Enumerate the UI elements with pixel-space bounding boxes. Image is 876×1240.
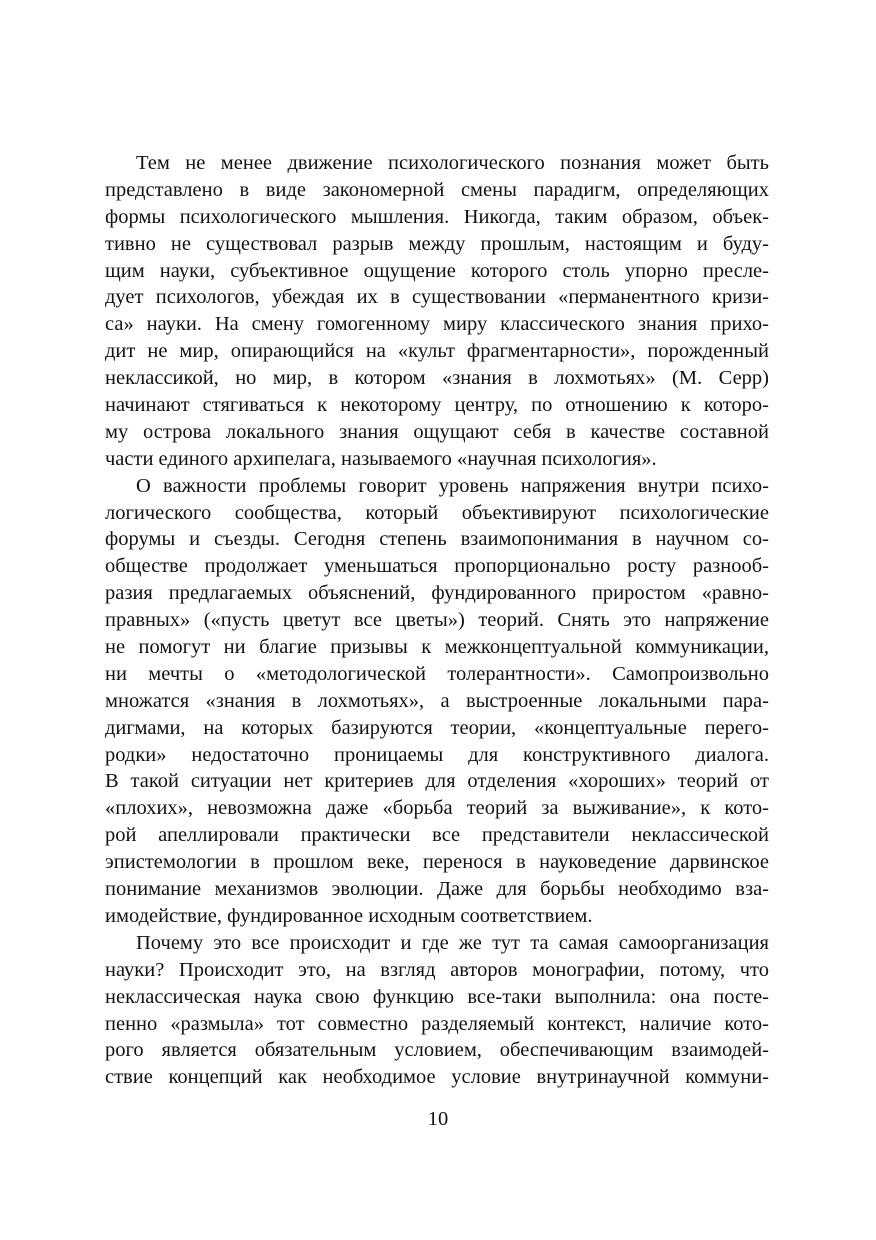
- text-line: В такой ситуации нет критериев для отделения «хороших» теорий от: [105, 770, 769, 793]
- text-line: ни мечты о «методологической толерантности». Самопроизвольно: [105, 662, 769, 685]
- text-line: не помогут ни благие призывы к межконцептуальной коммуникации,: [105, 636, 769, 659]
- text-line: понимание механизмов эволюции. Даже для борьбы необходимо вза-: [105, 878, 769, 901]
- text-line: родки» недостаточно проницаемы для конструктивного диалога.: [105, 743, 769, 766]
- text-line: части единого архипелага, называемого «научная психология».: [105, 447, 657, 470]
- text-line: ствие концепций как необходимое условие внутринаучной коммуни-: [105, 1066, 769, 1089]
- text-line: дигмами, на которых базируются теории, «концептуальные перего-: [105, 716, 769, 739]
- paragraph-3: [105, 930, 769, 1091]
- text-line: логического сообщества, который объективируют психологические: [105, 501, 769, 524]
- text-line: обществе продолжает уменьшаться пропорционально росту разнооб-: [105, 555, 769, 578]
- text-line: Тем не менее движение психологического познания может быть: [136, 152, 769, 174]
- paragraph-1: [105, 150, 769, 473]
- text-line: пенно «размыла» тот совместно разделяемый контекст, наличие кото-: [105, 1012, 769, 1035]
- text-line: му острова локального знания ощущают себя в качестве составной: [105, 420, 769, 443]
- text-line: дит не мир, опирающийся на «культ фрагментарности», порожденный: [105, 340, 769, 363]
- text-line: формы психологического мышления. Никогда, таким образом, объек-: [105, 205, 769, 228]
- text-line: «плохих», невозможна даже «борьба теорий за выживание», к кото-: [105, 797, 769, 820]
- text-line: рого является обязательным условием, обеспечивающим взаимодей-: [105, 1039, 769, 1062]
- text-line: неклассикой, но мир, в котором «знания в лохмотьях» (М. Серр): [105, 367, 769, 390]
- text-line: форумы и съезды. Сегодня степень взаимопонимания в научном со-: [105, 528, 769, 551]
- text-line: множатся «знания в лохмотьях», а выстроенные локальными пара-: [105, 689, 769, 712]
- text-line: Почему это все происходит и где же тут та самая самоорганизация: [136, 931, 769, 954]
- text-line: О важности проблемы говорит уровень напряжения внутри психо-: [136, 474, 769, 497]
- text-line: науки? Происходит это, на взгляд авторов монографии, потому, что: [105, 958, 769, 981]
- text-line: имодействие, фундированное исходным соответствием.: [105, 904, 593, 927]
- paragraph-2: [105, 473, 769, 930]
- text-line: щим науки, субъективное ощущение которого столь упорно пресле-: [105, 259, 769, 282]
- text-line: дует психологов, убеждая их в существовании «перманентного кризи-: [105, 286, 769, 309]
- text-line: рой апеллировали практически все представители неклассической: [105, 824, 769, 847]
- text-line: эпистемологии в прошлом веке, перенося в науковедение дарвинское: [105, 851, 769, 874]
- text-line: тивно не существовал разрыв между прошлым, настоящим и буду-: [105, 232, 769, 255]
- text-line: представлено в виде закономерной смены парадигм, определяющих: [105, 178, 769, 201]
- text-line: са» науки. На смену гомогенному миру классического знания прихо-: [105, 313, 769, 336]
- page-number: 10: [427, 1108, 449, 1130]
- body-text: [105, 150, 769, 1091]
- text-line: разия предлагаемых объяснений, фундированного приростом «равно-: [105, 582, 769, 605]
- text-line: неклассическая наука свою функцию все-таки выполнила: она посте-: [105, 985, 769, 1008]
- text-line: правных» («пусть цветут все цветы») теорий. Снять это напряжение: [105, 609, 769, 632]
- text-line: начинают стягиваться к некоторому центру, по отношению к которо-: [105, 394, 769, 417]
